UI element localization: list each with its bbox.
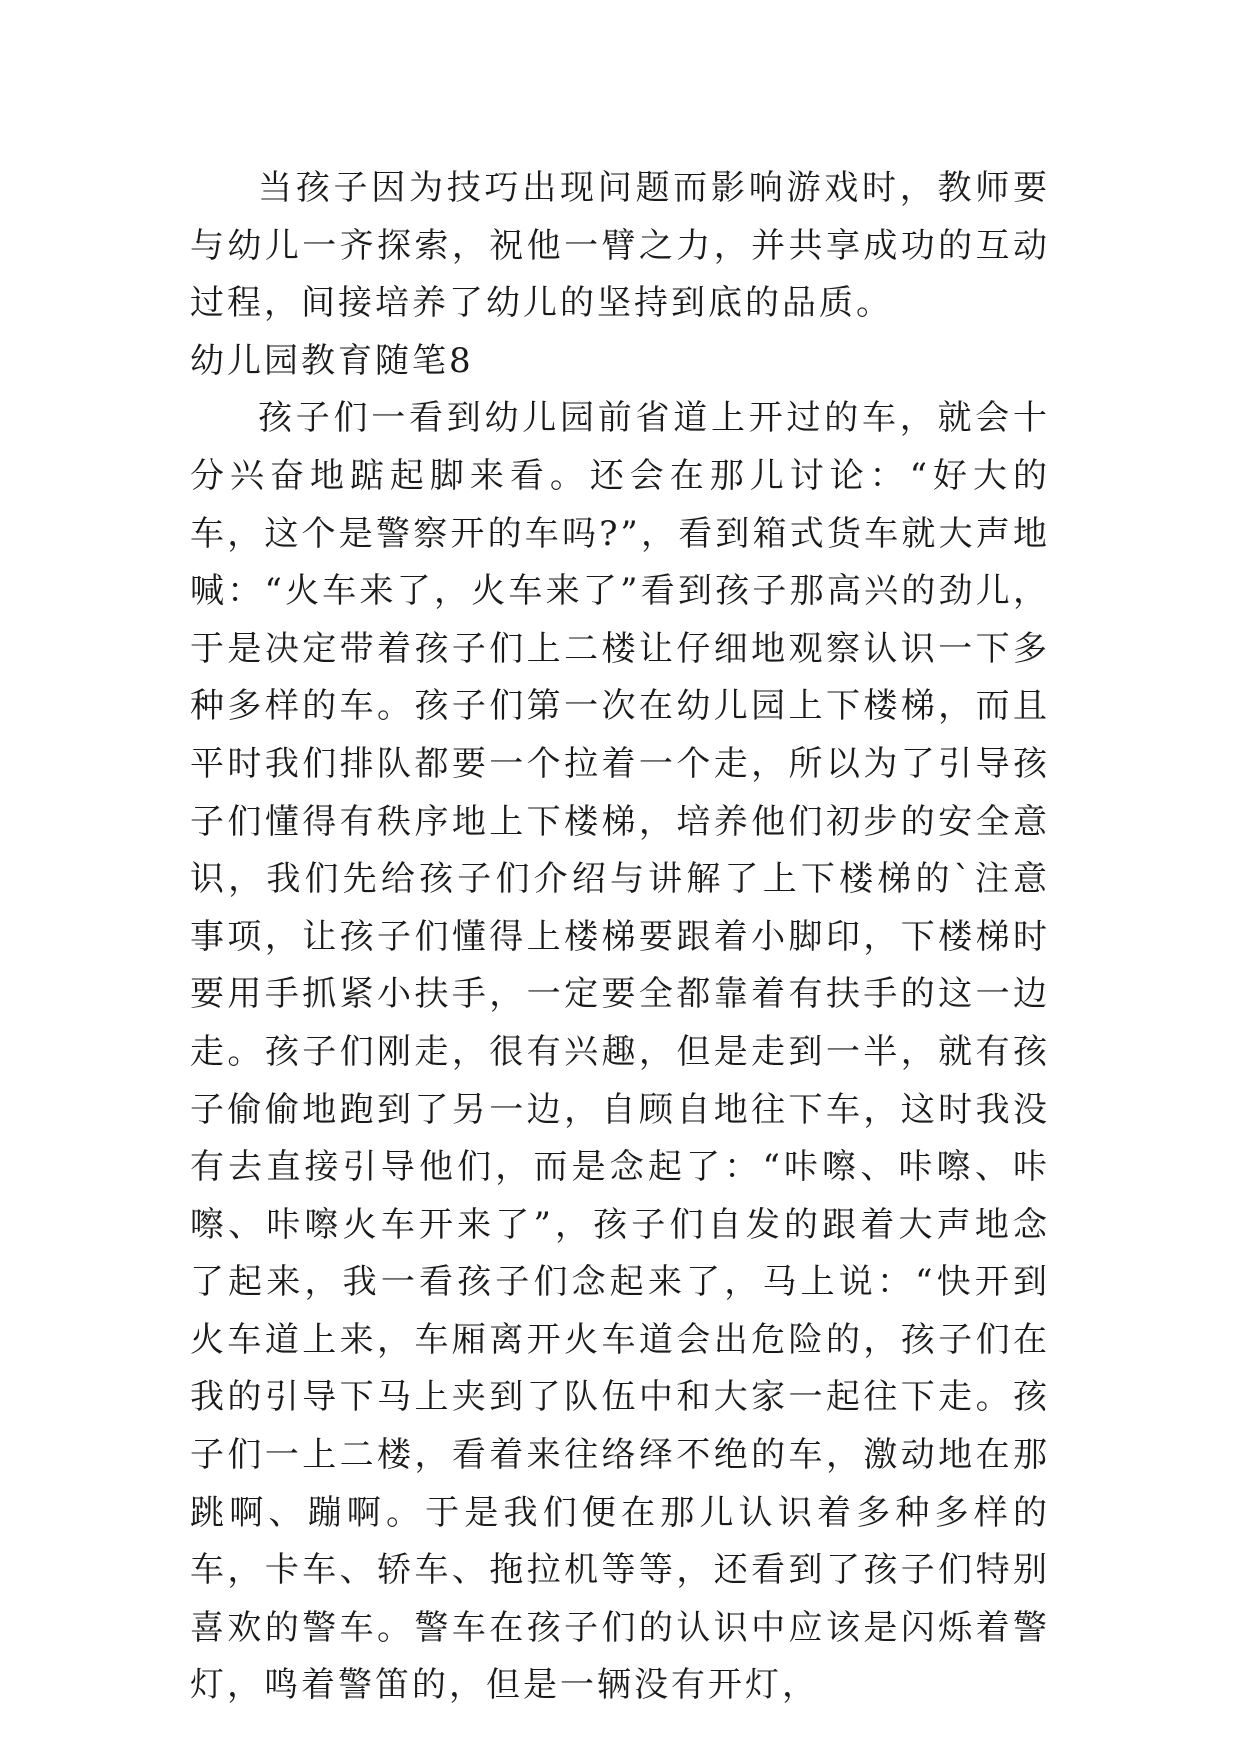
- section-title: 幼儿园教育随笔8: [190, 340, 474, 381]
- paragraph-intro: 当孩子因为技巧出现问题而影响游戏时，教师要与幼儿一齐探索，祝他一臂之力，并共享成功的互动过程，间接培养了幼儿的坚持到底的品质。: [190, 168, 1050, 324]
- document-body: [190, 160, 1050, 1715]
- paragraph-essay: 孩子们一看到幼儿园前省道上开过的车，就会十分兴奋地踮起脚来看。还会在那儿讨论：“好大的车，这个是警察开的车吗?”，看到箱式货车就大声地喊：“火车来了，火车来了”看到孩子那高兴的劲儿，于是决定带着孩子们上二楼让仔细地观察认识一下多种多样的车。孩子们第一次在幼儿园上下楼梯，而且平时我们排队都要一个拉着一个走，所以为了引导孩子们懂得有秩序地上下楼梯，培养他们初步的安全意识，我们先给孩子们介绍与讲解了上下楼梯的`注意事项，让孩子们懂得上楼梯要跟着小脚印，下楼梯时要用手抓紧小扶手，一定要全都靠着有扶手的这一边走。孩子们刚走，很有兴趣，但是走到一半，就有孩子偷偷地跑到了另一边，自顾自地往下车，这时我没有去直接引导他们，而是念起了：“咔嚓、咔嚓、咔嚓、咔嚓火车开来了”，孩子们自发的跟着大声地念了起来，我一看孩子们念起来了，马上说：“快开到火车道上来，车厢离开火车道会出危险的，孩子们在我的引导下马上夹到了队伍中和大家一起往下走。孩子们一上二楼，看着来往络绎不绝的车，激动地在那跳啊、蹦啊。于是我们便在那儿认识着多种多样的车，卡车、轿车、拖拉机等等，还看到了孩子们特别喜欢的警车。警车在孩子们的认识中应该是闪烁着警灯，鸣着警笛的，但是一辆没有开灯，: [190, 398, 1050, 1706]
